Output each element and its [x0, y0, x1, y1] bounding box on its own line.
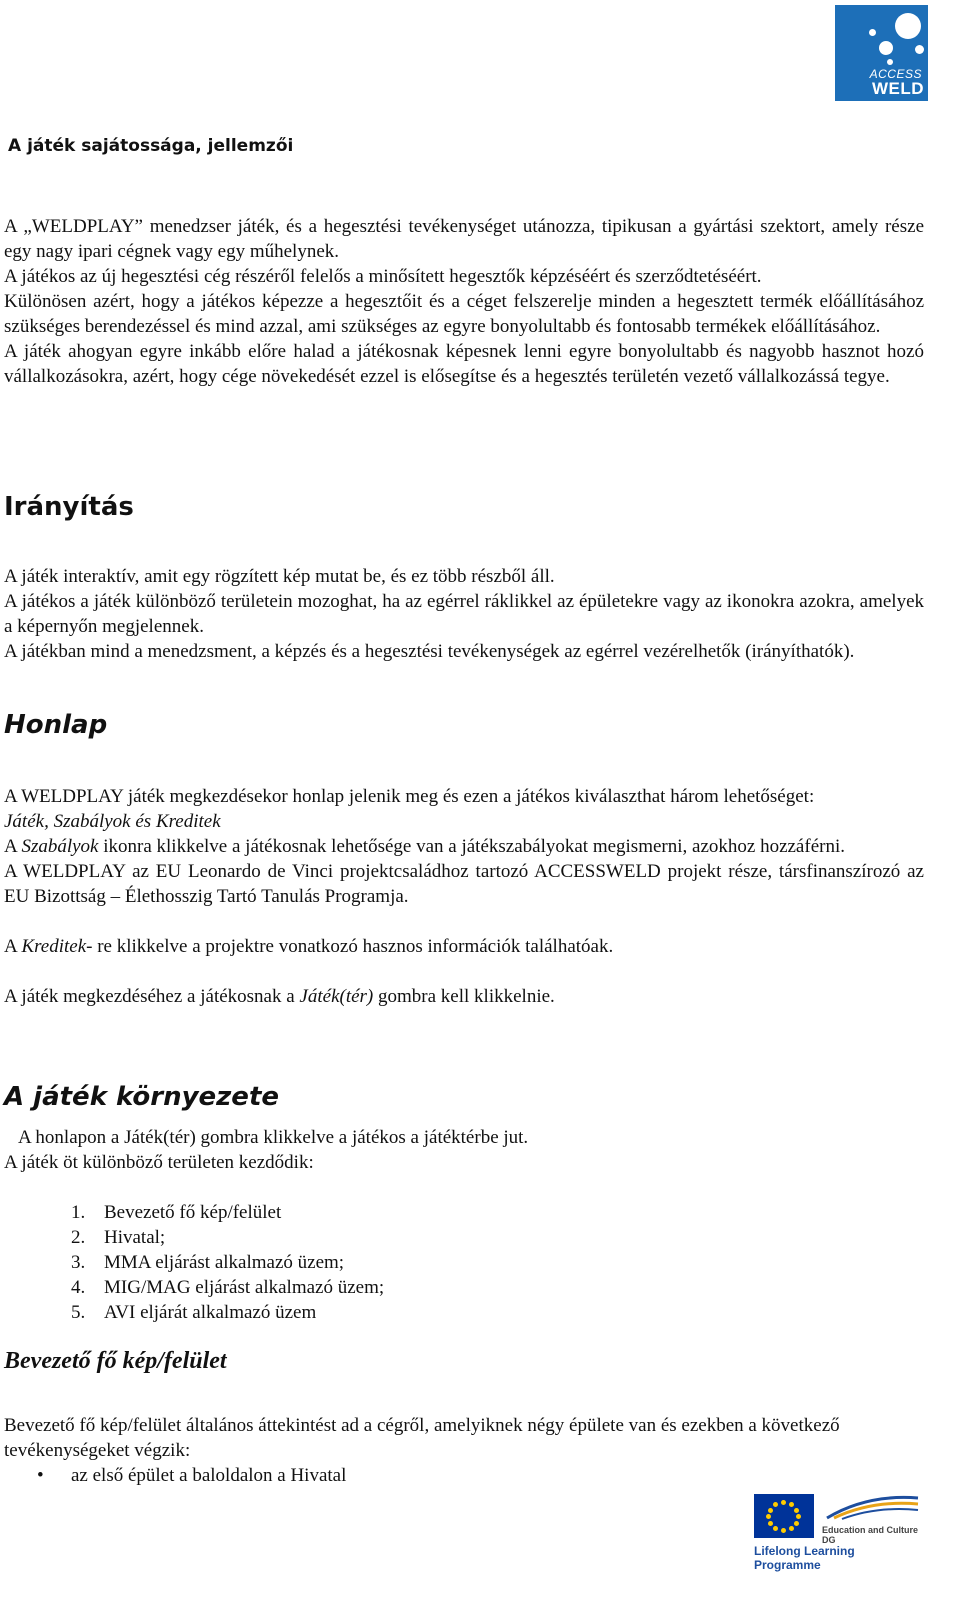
llp-swoosh-icon: [822, 1492, 922, 1522]
text-span: - re klikkelve a projektre vonatkozó hasznos információk találhatóak.: [86, 936, 614, 957]
logo-circle-right: [915, 45, 924, 54]
bevezeto-bullet-list: [4, 1463, 884, 1488]
list-number: 5.: [71, 1302, 86, 1323]
kreditek-emphasis: Kreditek: [21, 936, 87, 957]
heading-kornyezet: A játék környezete: [4, 1082, 280, 1112]
list-text: Bevezető fő kép/felület: [104, 1202, 282, 1223]
honlap-paragraph-5: [4, 984, 924, 1009]
list-text: Hivatal;: [104, 1227, 166, 1248]
bullet-item: [4, 1463, 884, 1488]
intro-paragraph-4: A játék ahogyan egyre inkább előre halad a játékosnak képesnek lenni egyre bonyolultabb és nagyobb hasznot hozó vállalkozásokra, azért, hogy cége növekedését ezzel is elősegítse és a hegesztés területén vezető vállalkozássá tegye.: [4, 341, 924, 387]
bullet-text: az első épület a baloldalon a Hivatal: [71, 1465, 347, 1486]
list-item: [71, 1300, 871, 1325]
text-span: A: [4, 936, 22, 957]
logo-circle-tiny: [887, 59, 893, 65]
text-span: A: [4, 836, 22, 857]
honlap-paragraph-1: A WELDPLAY játék megkezdésekor honlap jelenik meg és ezen a játékos kiválaszthat három lehetőséget:: [4, 786, 815, 807]
list-number: 4.: [71, 1277, 86, 1298]
iranyitas-paragraph-3: A játékban mind a menedzsment, a képzés és a hegesztési tevékenységek az egérrel vezérelhetők (irányíthatók).: [4, 641, 855, 662]
list-item: [71, 1200, 871, 1225]
honlap-paragraph-3: A WELDPLAY az EU Leonardo de Vinci projektcsaládhoz tartozó ACCESSWELD projekt része, társfinanszírozó az EU Bizottság – Élethosszig Tartó Tanulás Programja.: [4, 861, 924, 907]
intro-paragraph-1: A „WELDPLAY” menedzser játék, és a hegesztési tevékenységet utánozza, tipikusan a gyártási szektort, amely része egy nagy ipari cégnek vagy egy műhelynek.: [4, 216, 924, 262]
intro-section: [4, 214, 924, 389]
intro-paragraph-2: A játékos az új hegesztési cég részéről felelős a minősített hegesztők képzéséért és szerződtetéséért.: [4, 266, 762, 287]
eu-flag-icon: [754, 1494, 814, 1538]
iranyitas-section: [4, 564, 924, 664]
bevezeto-paragraph-1: Bevezető fő kép/felület általános áttekintést ad a cégről, amelyiknek négy épülete van és ezekben a következő tevékenységeket végzik:: [4, 1415, 840, 1461]
llp-label: Lifelong Learning Programme: [754, 1544, 855, 1572]
honlap-options: [4, 809, 924, 834]
accessweld-logo: [835, 5, 928, 101]
list-text: MMA eljárást alkalmazó üzem;: [104, 1252, 345, 1273]
iranyitas-paragraph-1: A játék interaktív, amit egy rögzített kép mutat be, és ez több részből áll.: [4, 566, 555, 587]
list-number: 2.: [71, 1227, 86, 1248]
bevezeto-section: [4, 1413, 884, 1488]
heading-iranyitas: Irányítás: [4, 492, 134, 522]
logo-text-weld: WELD: [871, 79, 924, 98]
list-item: [71, 1250, 871, 1275]
honlap-section: [4, 784, 924, 1009]
kornyezet-section: [4, 1125, 924, 1175]
kornyezet-paragraph-1: A honlapon a Játék(tér) gombra klikkelve a játékos a játéktérbe jut.: [18, 1127, 529, 1148]
list-item: [71, 1275, 871, 1300]
list-number: 1.: [71, 1202, 86, 1223]
jatekter-emphasis: Játék(tér): [299, 986, 374, 1007]
bullet-dot-icon: •: [37, 1465, 44, 1486]
logo-circle-small: [869, 29, 876, 36]
text-span: ikonra klikkelve a játékosnak lehetősége van a játékszabályokat megismerni, azokhoz hozzáférni.: [98, 836, 845, 857]
szabalyok-emphasis: Szabályok: [21, 836, 99, 857]
lifelong-learning-logo: [754, 1490, 924, 1572]
area-list: [71, 1200, 871, 1325]
logo-text-access: ACCESS: [869, 67, 922, 81]
list-item: [71, 1225, 871, 1250]
list-text: AVI eljárát alkalmazó üzem: [104, 1302, 317, 1323]
iranyitas-paragraph-2: A játékos a játék különböző területein mozoghat, ha az egérrel ráklikkel az épületekre vagy az ikonokra azokra, amelyek a képernyőn megjelennek.: [4, 591, 924, 637]
logo-circle-large: [895, 13, 921, 39]
text-span: A játék megkezdéséhez a játékosnak a: [4, 986, 300, 1007]
heading-honlap: Honlap: [4, 710, 108, 740]
section-title: A játék sajátossága, jellemzői: [8, 136, 294, 156]
heading-bevezeto: Bevezető fő kép/felület: [4, 1348, 227, 1374]
honlap-paragraph-4: [4, 934, 924, 959]
dg-label: Education and Culture DG: [822, 1525, 919, 1545]
logo-circle-medium: [879, 41, 893, 55]
list-number: 3.: [71, 1252, 86, 1273]
honlap-options-text: Játék, Szabályok és Kreditek: [4, 811, 221, 832]
kornyezet-paragraph-2: A játék öt különböző területen kezdődik:: [4, 1152, 314, 1173]
intro-paragraph-3: Különösen azért, hogy a játékos képezze a hegesztőit és a céget felszerelje minden a hegesztett termék előállításához szükséges berendezéssel és mind azzal, ami szükséges az egyre bonyolultabb és fontosabb termékek előállításához.: [4, 291, 924, 337]
text-span: gombra kell klikkelnie.: [373, 986, 555, 1007]
list-text: MIG/MAG eljárást alkalmazó üzem;: [104, 1277, 385, 1298]
honlap-paragraph-2: [4, 834, 924, 859]
